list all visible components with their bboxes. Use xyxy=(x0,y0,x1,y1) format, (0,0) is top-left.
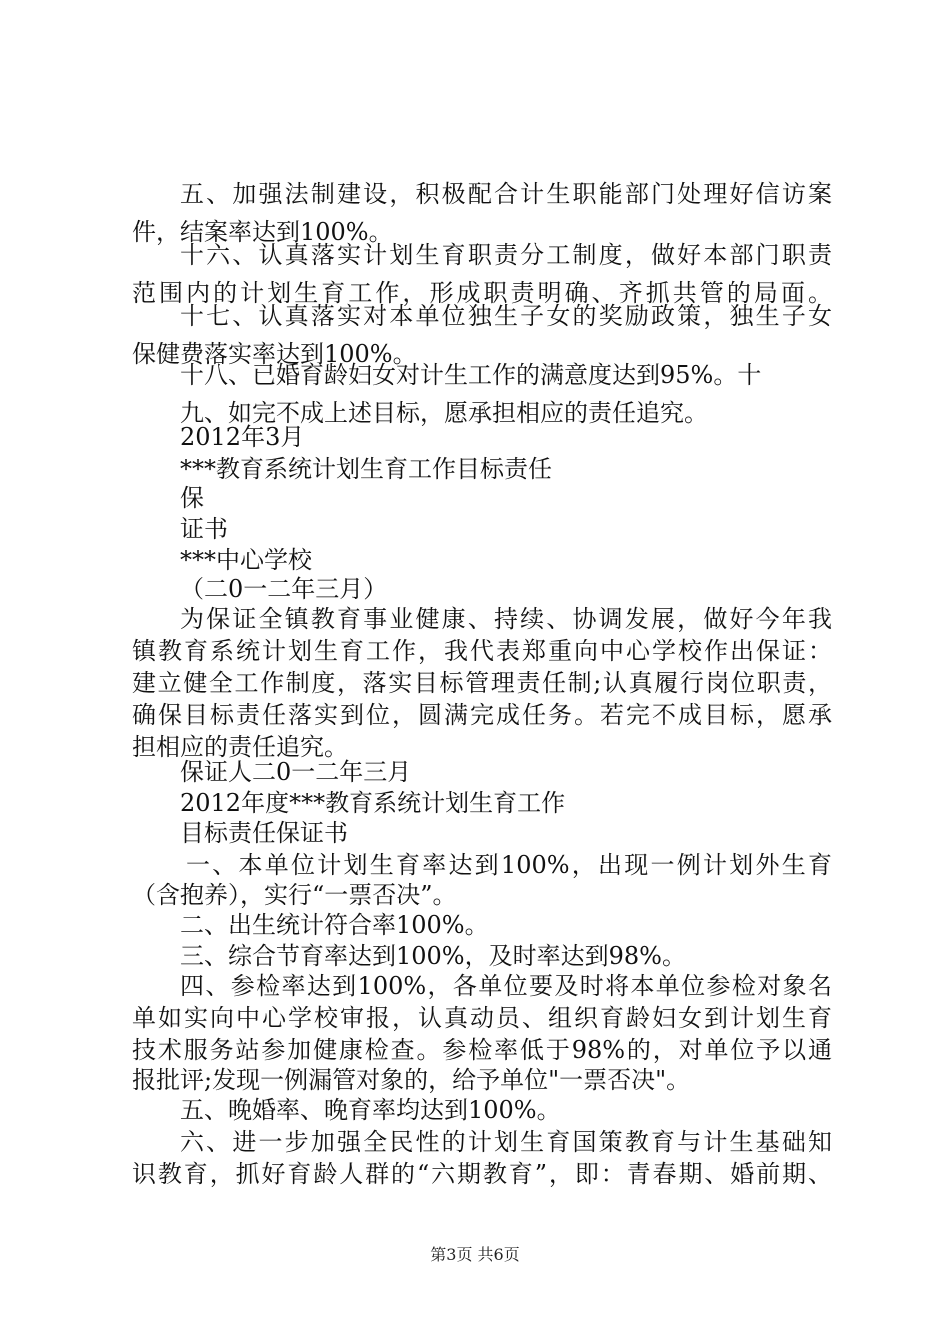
text-line: 十七、认真落实对本单位独生子女的奖励政策，独生子女 xyxy=(180,302,832,330)
text-line: 九、如完不成上述目标，愿承担相应的责任追究。 xyxy=(180,399,708,427)
text-line: 一、本单位计划生育率达到100%，出现一例计划外生育 xyxy=(186,851,832,879)
text-line: 技术服务站参加健康检查。参检率低于98%的，对单位予以通 xyxy=(132,1036,832,1064)
text-line: 镇教育系统计划生育工作，我代表郑重向中心学校作出保证： xyxy=(132,637,832,665)
text-line: 2012年3月 xyxy=(180,423,305,451)
text-line: 三、综合节育率达到100%，及时率达到98%。 xyxy=(180,942,686,970)
text-line: 识教育，抓好育龄人群的“六期教育”，即：青春期、婚前期、 xyxy=(132,1160,832,1188)
text-line: 五、晚婚率、晚育率均达到100%。 xyxy=(180,1096,561,1124)
text-line: ***中心学校 xyxy=(180,546,312,574)
text-line: （含抱养），实行“一票否决”。 xyxy=(132,881,457,909)
text-line: 保 xyxy=(180,484,204,512)
text-line: 证书 xyxy=(180,515,228,543)
text-line: 目标责任保证书 xyxy=(180,819,348,847)
text-line: 建立健全工作制度，落实目标管理责任制;认真履行岗位职责， xyxy=(132,669,832,697)
text-line: 十六、认真落实计划生育职责分工制度，做好本部门职责 xyxy=(180,241,832,269)
text-line: 确保目标责任落实到位，圆满完成任务。若完不成目标，愿承 xyxy=(132,701,832,729)
text-line: ***教育系统计划生育工作目标责任 xyxy=(180,455,552,483)
text-line: 保健费落实率达到100%。 xyxy=(132,340,417,368)
text-line: 六、进一步加强全民性的计划生育国策教育与计生基础知 xyxy=(180,1128,832,1156)
text-line: 二、出生统计符合率100%。 xyxy=(180,911,489,939)
text-line: 担相应的责任追究。 xyxy=(132,733,348,761)
text-line: 十八、已婚育龄妇女对计生工作的满意度达到95%。十 xyxy=(180,361,762,389)
text-line: 保证人二0一二年三月 xyxy=(180,758,412,786)
text-line: 单如实向中心学校审报，认真动员、组织育龄妇女到计划生育 xyxy=(132,1004,832,1032)
text-line: 件，结案率达到100%。 xyxy=(132,218,393,246)
text-line: 范围内的计划生育工作，形成职责明确、齐抓共管的局面。 xyxy=(132,279,832,307)
page-footer: 第3页 共6页 xyxy=(430,1245,520,1264)
text-line: 2012年度***教育系统计划生育工作 xyxy=(180,789,566,817)
text-line: 为保证全镇教育事业健康、持续、协调发展，做好今年我 xyxy=(180,605,832,633)
text-line: 四、参检率达到100%，各单位要及时将本单位参检对象名 xyxy=(180,972,832,1000)
text-line: （二0一二年三月） xyxy=(180,575,388,603)
text-line: 五、加强法制建设，积极配合计生职能部门处理好信访案 xyxy=(180,180,832,208)
text-line: 报批评;发现一例漏管对象的，给予单位"一票否决"。 xyxy=(132,1066,691,1094)
